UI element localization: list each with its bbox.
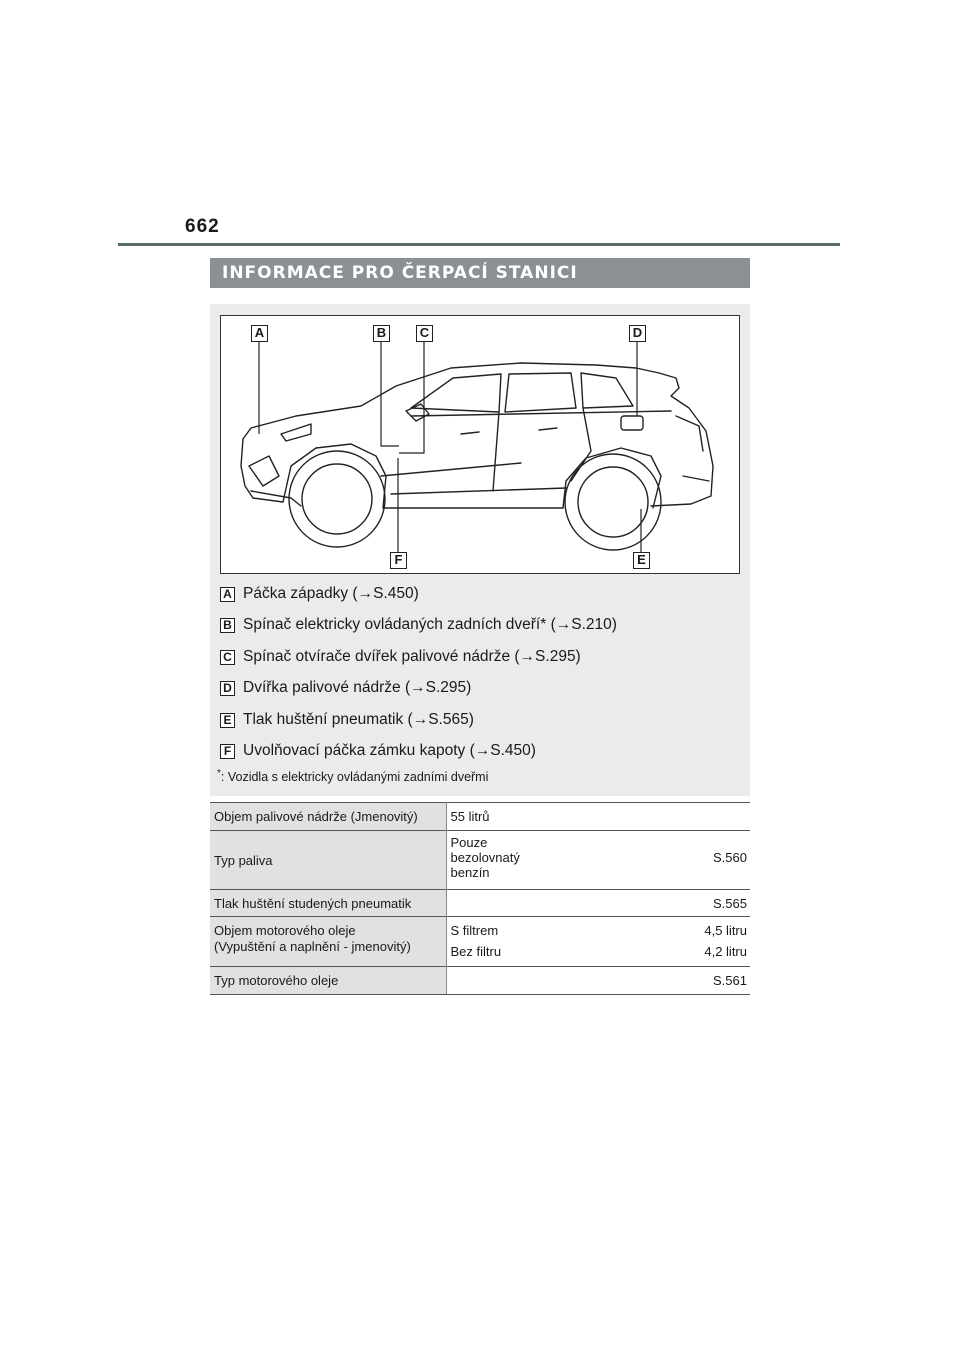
section-title: INFORMACE PRO ČERPACÍ STANICI — [210, 258, 750, 288]
legend-item — [220, 679, 745, 710]
legend-letter: A — [220, 587, 235, 602]
fuel-type-line: benzín — [450, 865, 490, 880]
oil-option-label: S filtrem — [450, 923, 499, 938]
page-reference: S.560 — [713, 850, 747, 865]
callout-f: F — [390, 552, 407, 569]
page-number: 662 — [185, 216, 220, 237]
row-label: Objem palivové nádrže (Jmenovitý) — [210, 803, 446, 831]
fuel-type-line: Pouze — [450, 835, 488, 850]
legend-item — [220, 711, 745, 742]
row-value — [446, 831, 750, 890]
suv-side-view-illustration — [221, 316, 741, 575]
legend-text: Spínač elektricky ovládaných zadních dveří* (→S.210) — [243, 616, 617, 634]
legend-text: Uvolňovací páčka zámku kapoty (→S.450) — [243, 741, 536, 759]
fuel-spec-table — [210, 802, 750, 995]
legend-text: Tlak huštění pneumatik (→S.565) — [243, 710, 474, 728]
legend-item — [220, 585, 745, 616]
oil-option-value: 4,2 litru — [704, 944, 747, 959]
legend-text: Páčka západky (→S.450) — [243, 585, 419, 602]
oil-without-filter — [451, 944, 748, 959]
legend-text: Dvířka palivové nádrže (→S.295) — [243, 679, 472, 697]
row-label: Typ motorového oleje — [210, 967, 446, 995]
callout-d: D — [629, 325, 646, 342]
callout-c: C — [416, 325, 433, 342]
table-row — [210, 917, 750, 967]
legend-item — [220, 648, 745, 679]
row-label: Tlak huštění studených pneumatik — [210, 890, 446, 917]
row-value — [446, 917, 750, 967]
vehicle-diagram — [220, 315, 740, 574]
page-reference: S.561 — [446, 967, 750, 995]
top-divider — [118, 243, 840, 246]
fuel-type-cell — [451, 835, 748, 880]
fuel-type-line: bezolovnatý — [450, 850, 520, 865]
row-label: Typ paliva — [210, 831, 446, 890]
oil-with-filter — [451, 923, 748, 938]
label-line: Objem motorového oleje — [214, 923, 356, 938]
oil-option-value: 4,5 litru — [704, 923, 747, 938]
footnote-text: : Vozidla s elektricky ovládanými zadními dveřmi — [220, 770, 489, 785]
legend-item — [220, 616, 745, 647]
row-value: 55 litrů — [446, 803, 750, 831]
legend-letter: E — [220, 713, 235, 728]
legend-letter: B — [220, 618, 235, 633]
legend-list — [220, 585, 745, 773]
footnote-marker: * — [217, 768, 221, 779]
legend-letter: D — [220, 681, 235, 696]
table-row — [210, 803, 750, 831]
legend-text: Spínač otvírače dvířek palivové nádrže (→S.295) — [243, 647, 581, 665]
footnote — [217, 768, 488, 784]
legend-letter: C — [220, 650, 235, 665]
row-label — [210, 917, 446, 967]
fuel-type-text — [451, 835, 520, 880]
label-line: (Vypuštění a naplnění - jmenovitý) — [214, 939, 411, 954]
legend-letter: F — [220, 744, 235, 759]
table-row — [210, 890, 750, 917]
table-row — [210, 967, 750, 995]
page-reference: S.565 — [446, 890, 750, 917]
callout-e: E — [633, 552, 650, 569]
table-row — [210, 831, 750, 890]
callout-a: A — [251, 325, 268, 342]
callout-b: B — [373, 325, 390, 342]
oil-option-label: Bez filtru — [450, 944, 502, 959]
